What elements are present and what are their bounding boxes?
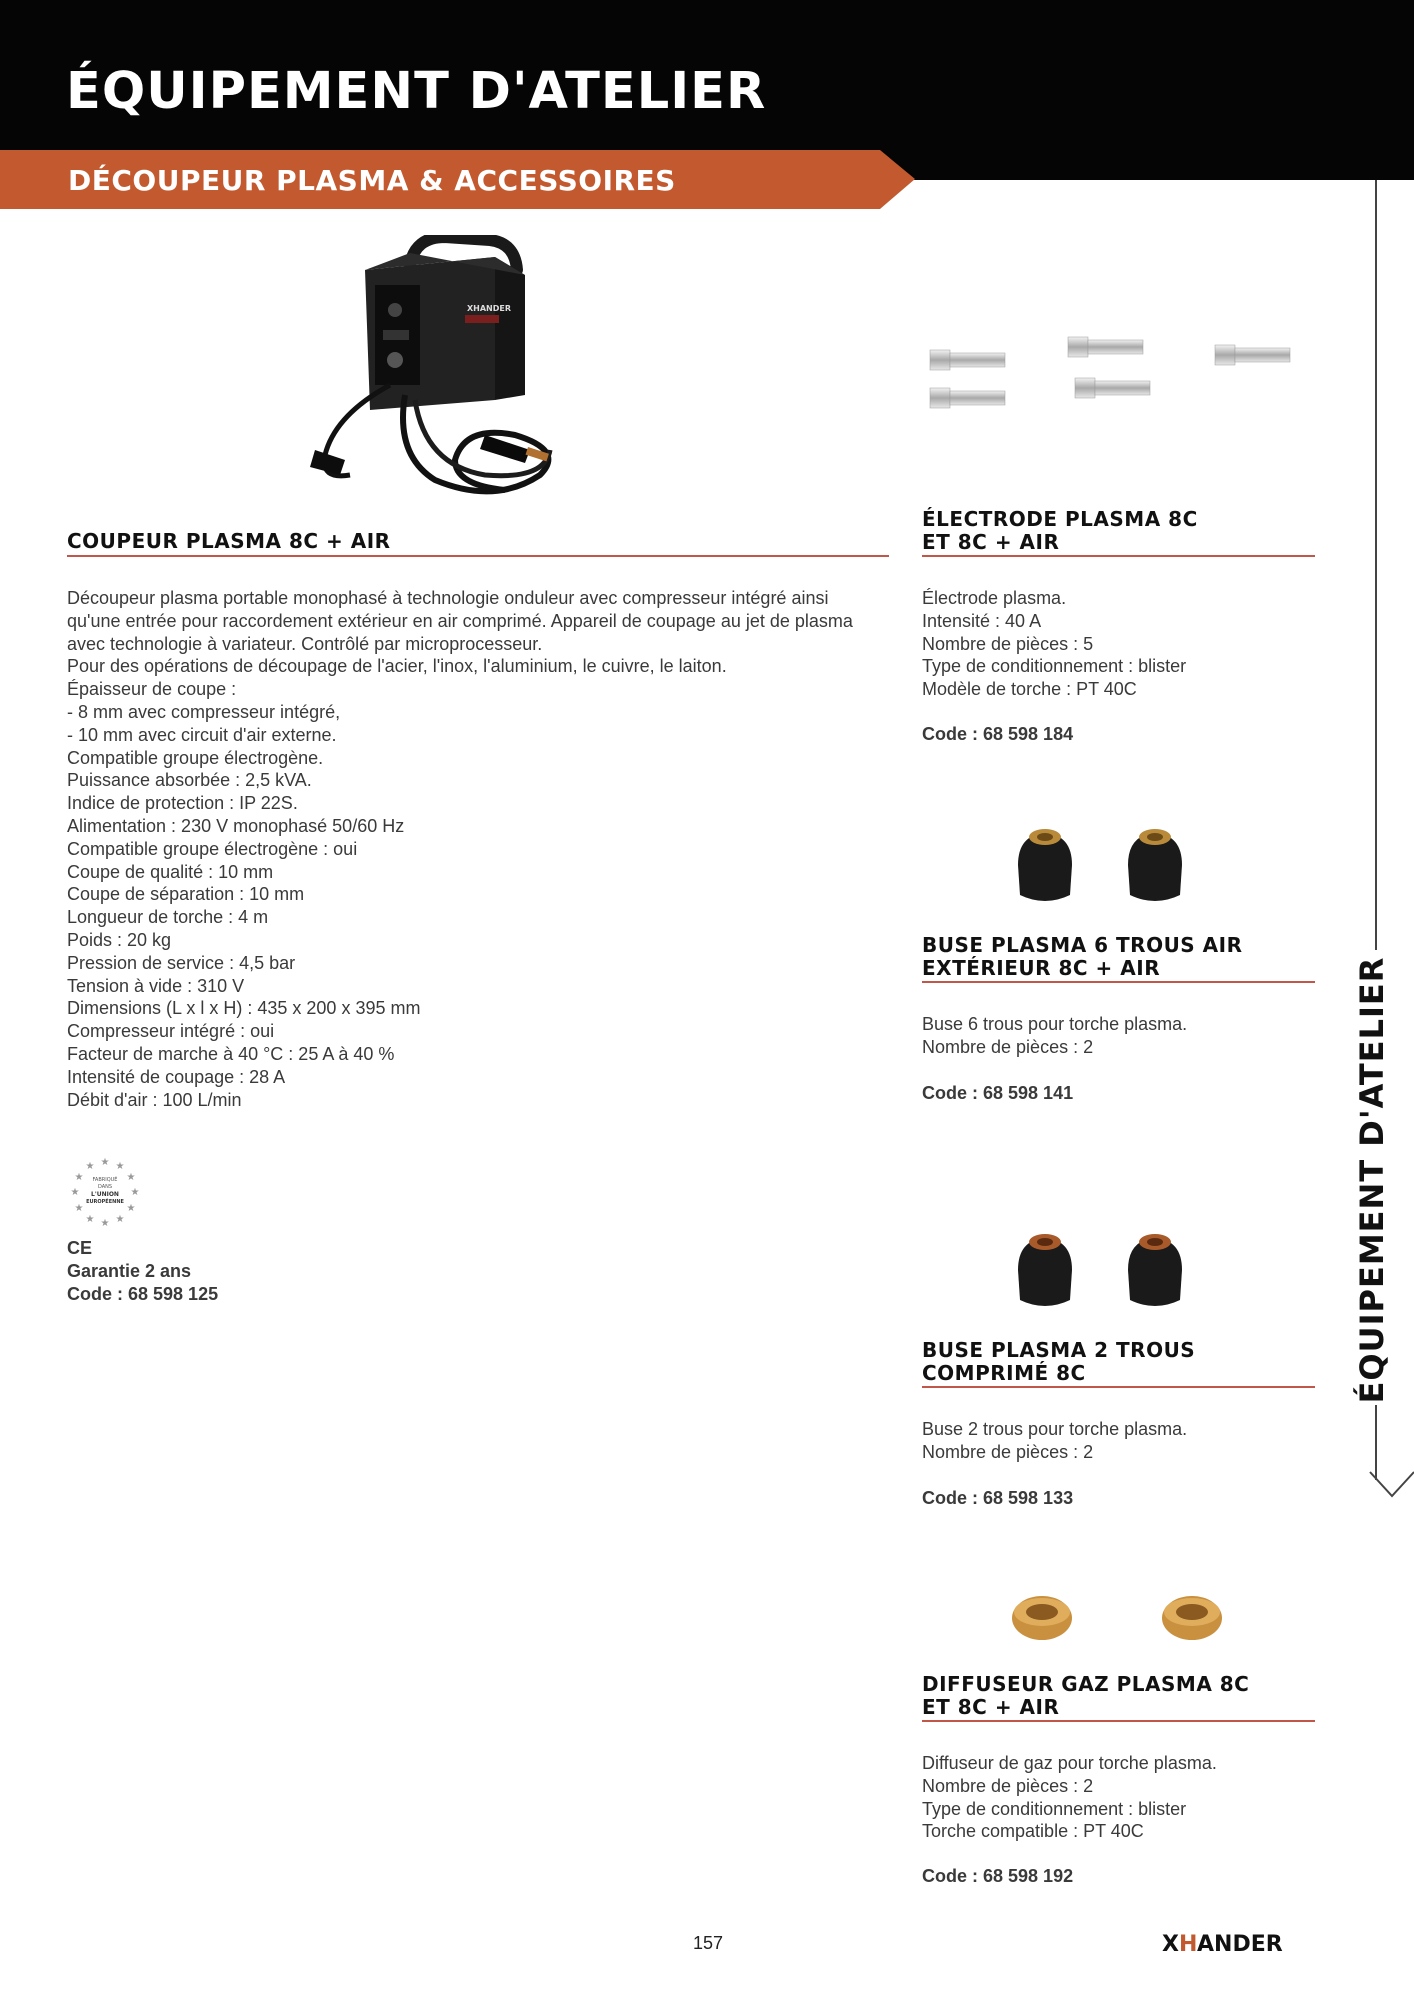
chevron-down-icon bbox=[1368, 1470, 1414, 1518]
svg-text:★: ★ bbox=[74, 1172, 84, 1183]
desc-line: Dimensions (L x l x H) : 435 x 200 x 395 mm bbox=[67, 998, 421, 1019]
accessory-rule bbox=[922, 1720, 1315, 1722]
desc-line: qu'une entrée pour raccordement extérieur en air comprimé. Appareil de coupage au jet de plasma bbox=[67, 610, 853, 631]
accessory-code: Code : 68 598 133 bbox=[922, 1488, 1074, 1508]
brand-letter: H bbox=[1179, 1932, 1198, 1956]
brand-letter: ANDER bbox=[1197, 1932, 1283, 1956]
accessory-code: Code : 68 598 141 bbox=[922, 1083, 1074, 1103]
desc-line: Alimentation : 230 V monophasé 50/60 Hz bbox=[67, 815, 405, 836]
desc-line: Compresseur intégré : oui bbox=[67, 1021, 275, 1042]
desc-line: - 10 mm avec circuit d'air externe. bbox=[67, 724, 337, 745]
nozzle-6-holes-image bbox=[1000, 815, 1230, 910]
svg-text:★: ★ bbox=[115, 1161, 125, 1172]
badge-text: FABRIQUÉ bbox=[92, 1177, 118, 1183]
electrode-image bbox=[920, 325, 1320, 425]
main-product-rule bbox=[67, 555, 889, 557]
svg-text:★: ★ bbox=[85, 1161, 95, 1172]
accessory-title: BUSE PLASMA 6 TROUS AIR EXTÉRIEUR 8C + AIR bbox=[922, 933, 1243, 980]
svg-text:★: ★ bbox=[126, 1172, 136, 1183]
accessory-title: DIFFUSEUR GAZ PLASMA 8C ET 8C + AIR bbox=[922, 1672, 1250, 1719]
accessory-rule bbox=[922, 555, 1315, 557]
accessory-title: BUSE PLASMA 2 TROUS COMPRIMÉ 8C bbox=[922, 1338, 1196, 1385]
brand-letter: X bbox=[1162, 1932, 1179, 1956]
accessory-description: Électrode plasma. Intensité : 40 A Nombre de pièces : 5 Type de conditionnement : blister Modèle de torche : PT 40C bbox=[922, 588, 1187, 700]
accessory-title: ÉLECTRODE PLASMA 8C ET 8C + AIR bbox=[922, 507, 1198, 554]
ce-mark: CE bbox=[67, 1238, 93, 1258]
main-product-title: COUPEUR PLASMA 8C + AIR bbox=[67, 529, 391, 553]
plasma-cutter-image bbox=[295, 235, 595, 510]
main-product-code: Code : 68 598 125 bbox=[67, 1284, 219, 1304]
desc-line: Découpeur plasma portable monophasé à technologie onduleur avec compresseur intégré ainsi bbox=[67, 588, 829, 608]
accessory-description: Diffuseur de gaz pour torche plasma. Nombre de pièces : 2 Type de conditionnement : blister Torche compatible : PT 40C bbox=[922, 1753, 1217, 1842]
svg-text:★: ★ bbox=[100, 1157, 110, 1168]
desc-line: Intensité de coupage : 28 A bbox=[67, 1066, 286, 1087]
badge-text: L'UNION bbox=[91, 1191, 119, 1198]
desc-line: Coupe de séparation : 10 mm bbox=[67, 884, 305, 905]
svg-text:★: ★ bbox=[85, 1214, 95, 1225]
main-product-description bbox=[67, 587, 853, 1111]
side-tab-label: ÉQUIPEMENT D'ATELIER bbox=[1353, 956, 1391, 1404]
page-title: ÉQUIPEMENT D'ATELIER bbox=[66, 62, 767, 121]
desc-line: Coupe de qualité : 10 mm bbox=[67, 861, 274, 882]
warranty-text: Garantie 2 ans bbox=[67, 1261, 192, 1281]
gas-diffuser-image bbox=[1000, 1580, 1240, 1650]
accessory-code: Code : 68 598 192 bbox=[922, 1866, 1074, 1886]
accessory-description: Buse 2 trous pour torche plasma. Nombre de pièces : 2 bbox=[922, 1419, 1188, 1462]
desc-line: Pression de service : 4,5 bar bbox=[67, 952, 296, 973]
svg-text:★: ★ bbox=[100, 1218, 110, 1229]
desc-line: Épaisseur de coupe : bbox=[67, 679, 237, 700]
desc-line: Pour des opérations de découpage de l'acier, l'inox, l'aluminium, le cuivre, le laiton. bbox=[67, 656, 727, 677]
nozzle-2-holes-image bbox=[1000, 1220, 1230, 1315]
accessory-description: Buse 6 trous pour torche plasma. Nombre de pièces : 2 bbox=[922, 1014, 1188, 1057]
desc-line: Longueur de torche : 4 m bbox=[67, 907, 269, 928]
desc-line: Compatible groupe électrogène : oui bbox=[67, 838, 358, 859]
page-subtitle: DÉCOUPEUR PLASMA & ACCESSOIRES bbox=[68, 164, 676, 197]
side-divider-top bbox=[1375, 180, 1377, 950]
accessory-rule bbox=[922, 1386, 1315, 1388]
accessory-rule bbox=[922, 981, 1315, 983]
desc-line: Poids : 20 kg bbox=[67, 929, 172, 950]
desc-line: Facteur de marche à 40 °C : 25 A à 40 % bbox=[67, 1043, 395, 1064]
eu-made-badge bbox=[65, 1155, 145, 1235]
badge-text: DANS bbox=[97, 1184, 113, 1190]
svg-text:★: ★ bbox=[130, 1187, 140, 1198]
desc-line: Puissance absorbée : 2,5 kVA. bbox=[67, 770, 312, 791]
svg-text:★: ★ bbox=[126, 1203, 136, 1214]
desc-line: avec technologie à variateur. Contrôlé par microprocesseur. bbox=[67, 633, 543, 654]
svg-text:★: ★ bbox=[70, 1187, 80, 1198]
desc-line: - 8 mm avec compresseur intégré, bbox=[67, 701, 341, 722]
badge-text: EUROPÉENNE bbox=[86, 1199, 124, 1205]
side-divider-bottom bbox=[1375, 1405, 1377, 1480]
svg-text:★: ★ bbox=[74, 1203, 84, 1214]
desc-line: Débit d'air : 100 L/min bbox=[67, 1089, 242, 1110]
svg-text:★: ★ bbox=[115, 1214, 125, 1225]
page-number: 157 bbox=[693, 1933, 724, 1953]
accessory-code: Code : 68 598 184 bbox=[922, 724, 1074, 744]
desc-line: Indice de protection : IP 22S. bbox=[67, 793, 298, 814]
desc-line: Compatible groupe électrogène. bbox=[67, 747, 324, 768]
brand-logo bbox=[1162, 1928, 1316, 1956]
machine-brand-text: XHANDER bbox=[467, 304, 512, 313]
desc-line: Tension à vide : 310 V bbox=[67, 975, 245, 996]
